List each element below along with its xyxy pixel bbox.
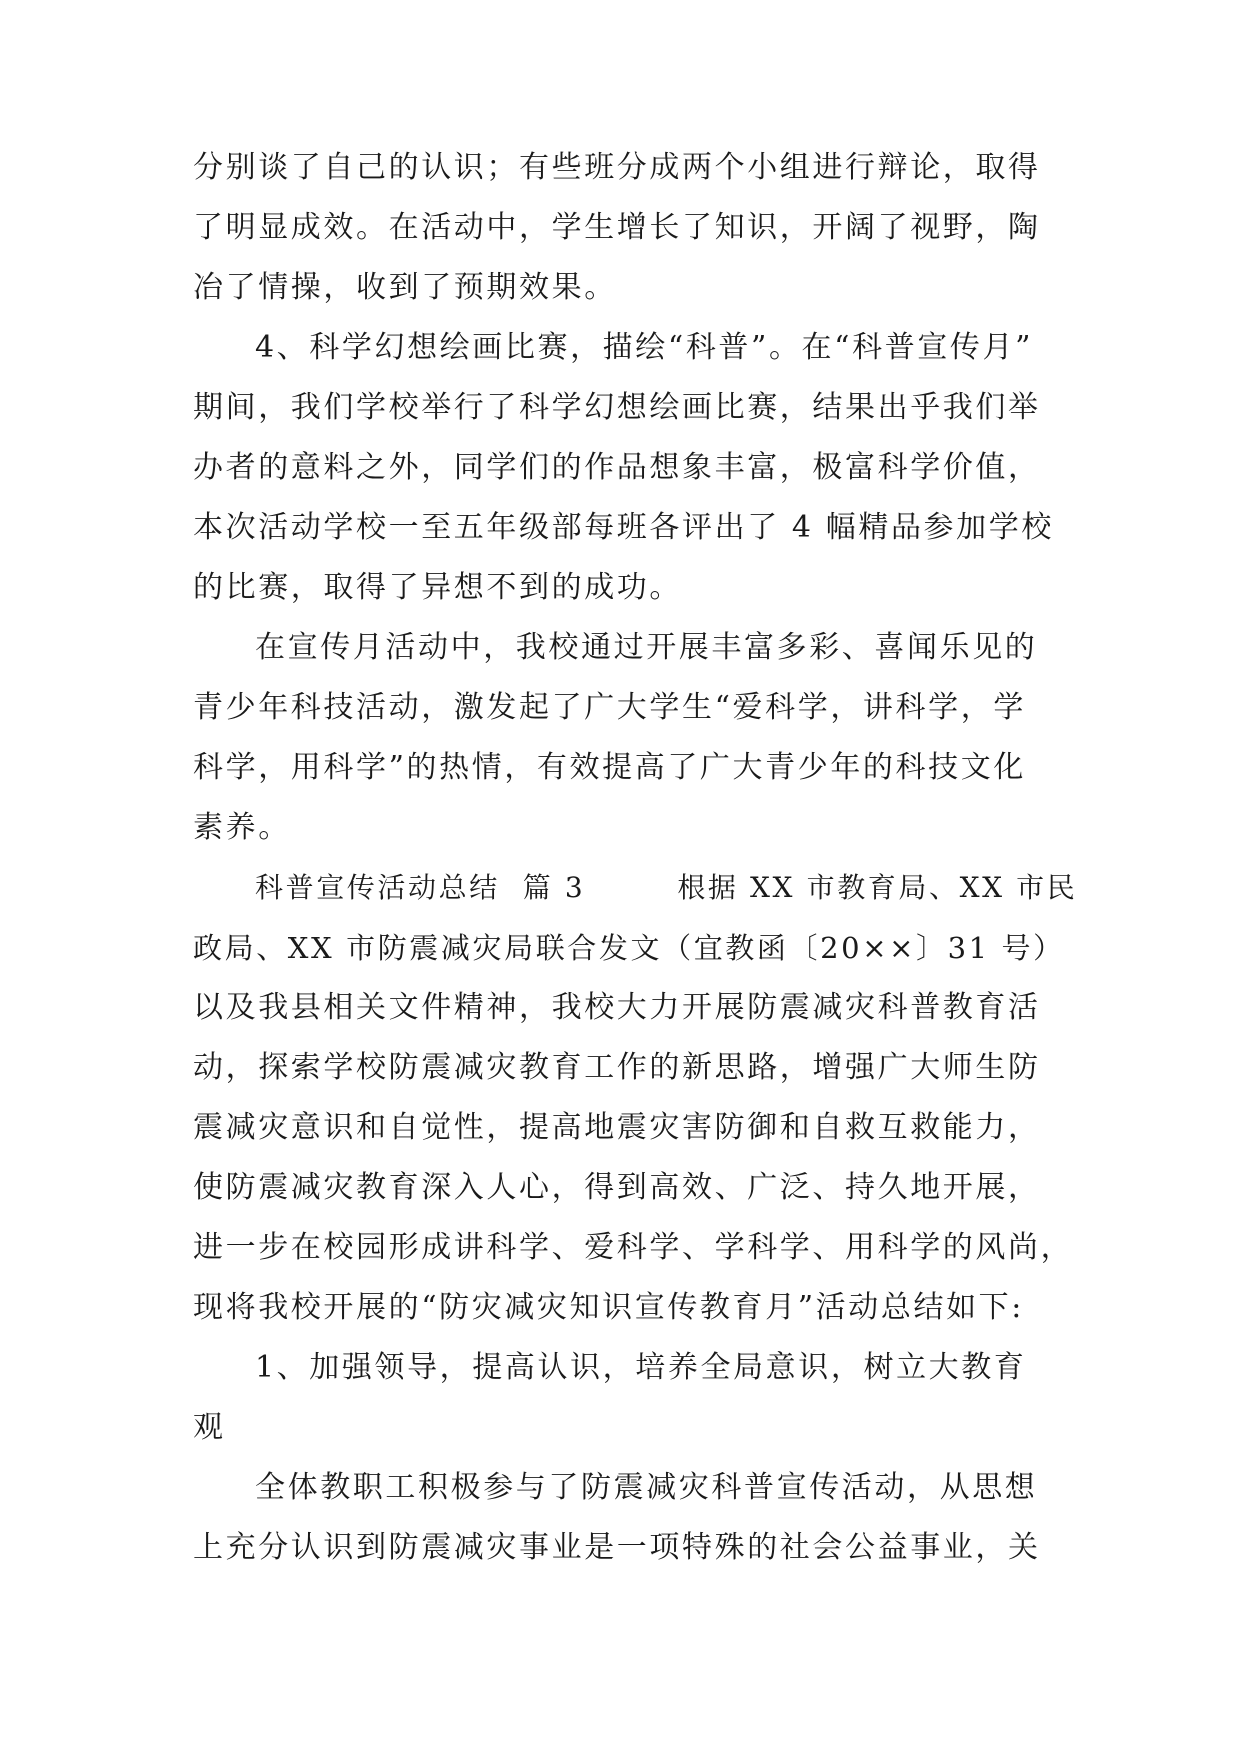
text-line: 1、加强领导，提高认识，培养全局意识，树立大教育 [255,1350,1027,1385]
text-line: 青少年科技活动，激发起了广大学生“爱科学，讲科学，学 [193,690,1026,725]
text-line: 办者的意料之外，同学们的作品想象丰富，极富科学价值， [193,450,1041,485]
text-line: 了明显成效。在活动中，学生增长了知识，开阔了视野，陶 [193,210,1041,245]
text-line: 科学，用科学”的热情，有效提高了广大青少年的科技文化 [193,750,1026,785]
text-line: 4、科学幻想绘画比赛，描绘“科普”。在“科普宣传月” [255,330,1034,365]
text-line: 素养。 [193,810,291,845]
text-line: 科普宣传活动总结 篇 3 根据 XX 市教育局、XX 市民 [255,871,1078,904]
text-line: 的比赛，取得了异想不到的成功。 [193,570,682,605]
text-line: 使防震减灾教育深入人心，得到高效、广泛、持久地开展， [193,1170,1041,1205]
text-line: 进一步在校园形成讲科学、爱科学、学科学、用科学的风尚， [193,1230,1074,1265]
text-line: 观 [193,1410,226,1445]
text-line: 上充分认识到防震减灾事业是一项特殊的社会公益事业，关 [193,1530,1041,1565]
text-line: 现将我校开展的“防灾减灾知识宣传教育月”活动总结如下: [193,1290,1024,1325]
text-line: 分别谈了自己的认识；有些班分成两个小组进行辩论，取得 [193,150,1041,185]
text-line: 全体教职工积极参与了防震减灾科普宣传活动，从思想 [255,1470,1038,1505]
text-line: 期间，我们学校举行了科学幻想绘画比赛，结果出乎我们举 [193,390,1041,425]
text-line: 以及我县相关文件精神，我校大力开展防震减灾科普教育活 [193,990,1041,1025]
text-line: 本次活动学校一至五年级部每班各评出了 4 幅精品参加学校 [193,510,1054,545]
text-line: 冶了情操，收到了预期效果。 [193,270,617,305]
text-line: 在宣传月活动中，我校通过开展丰富多彩、喜闻乐见的 [255,630,1038,665]
text-line: 动，探索学校防震减灾教育工作的新思路，增强广大师生防 [193,1050,1041,1085]
text-line: 政局、XX 市防震减灾局联合发文（宜教函〔20××〕31 号） [193,931,1065,965]
text-line: 震减灾意识和自觉性，提高地震灾害防御和自救互救能力， [193,1110,1041,1145]
